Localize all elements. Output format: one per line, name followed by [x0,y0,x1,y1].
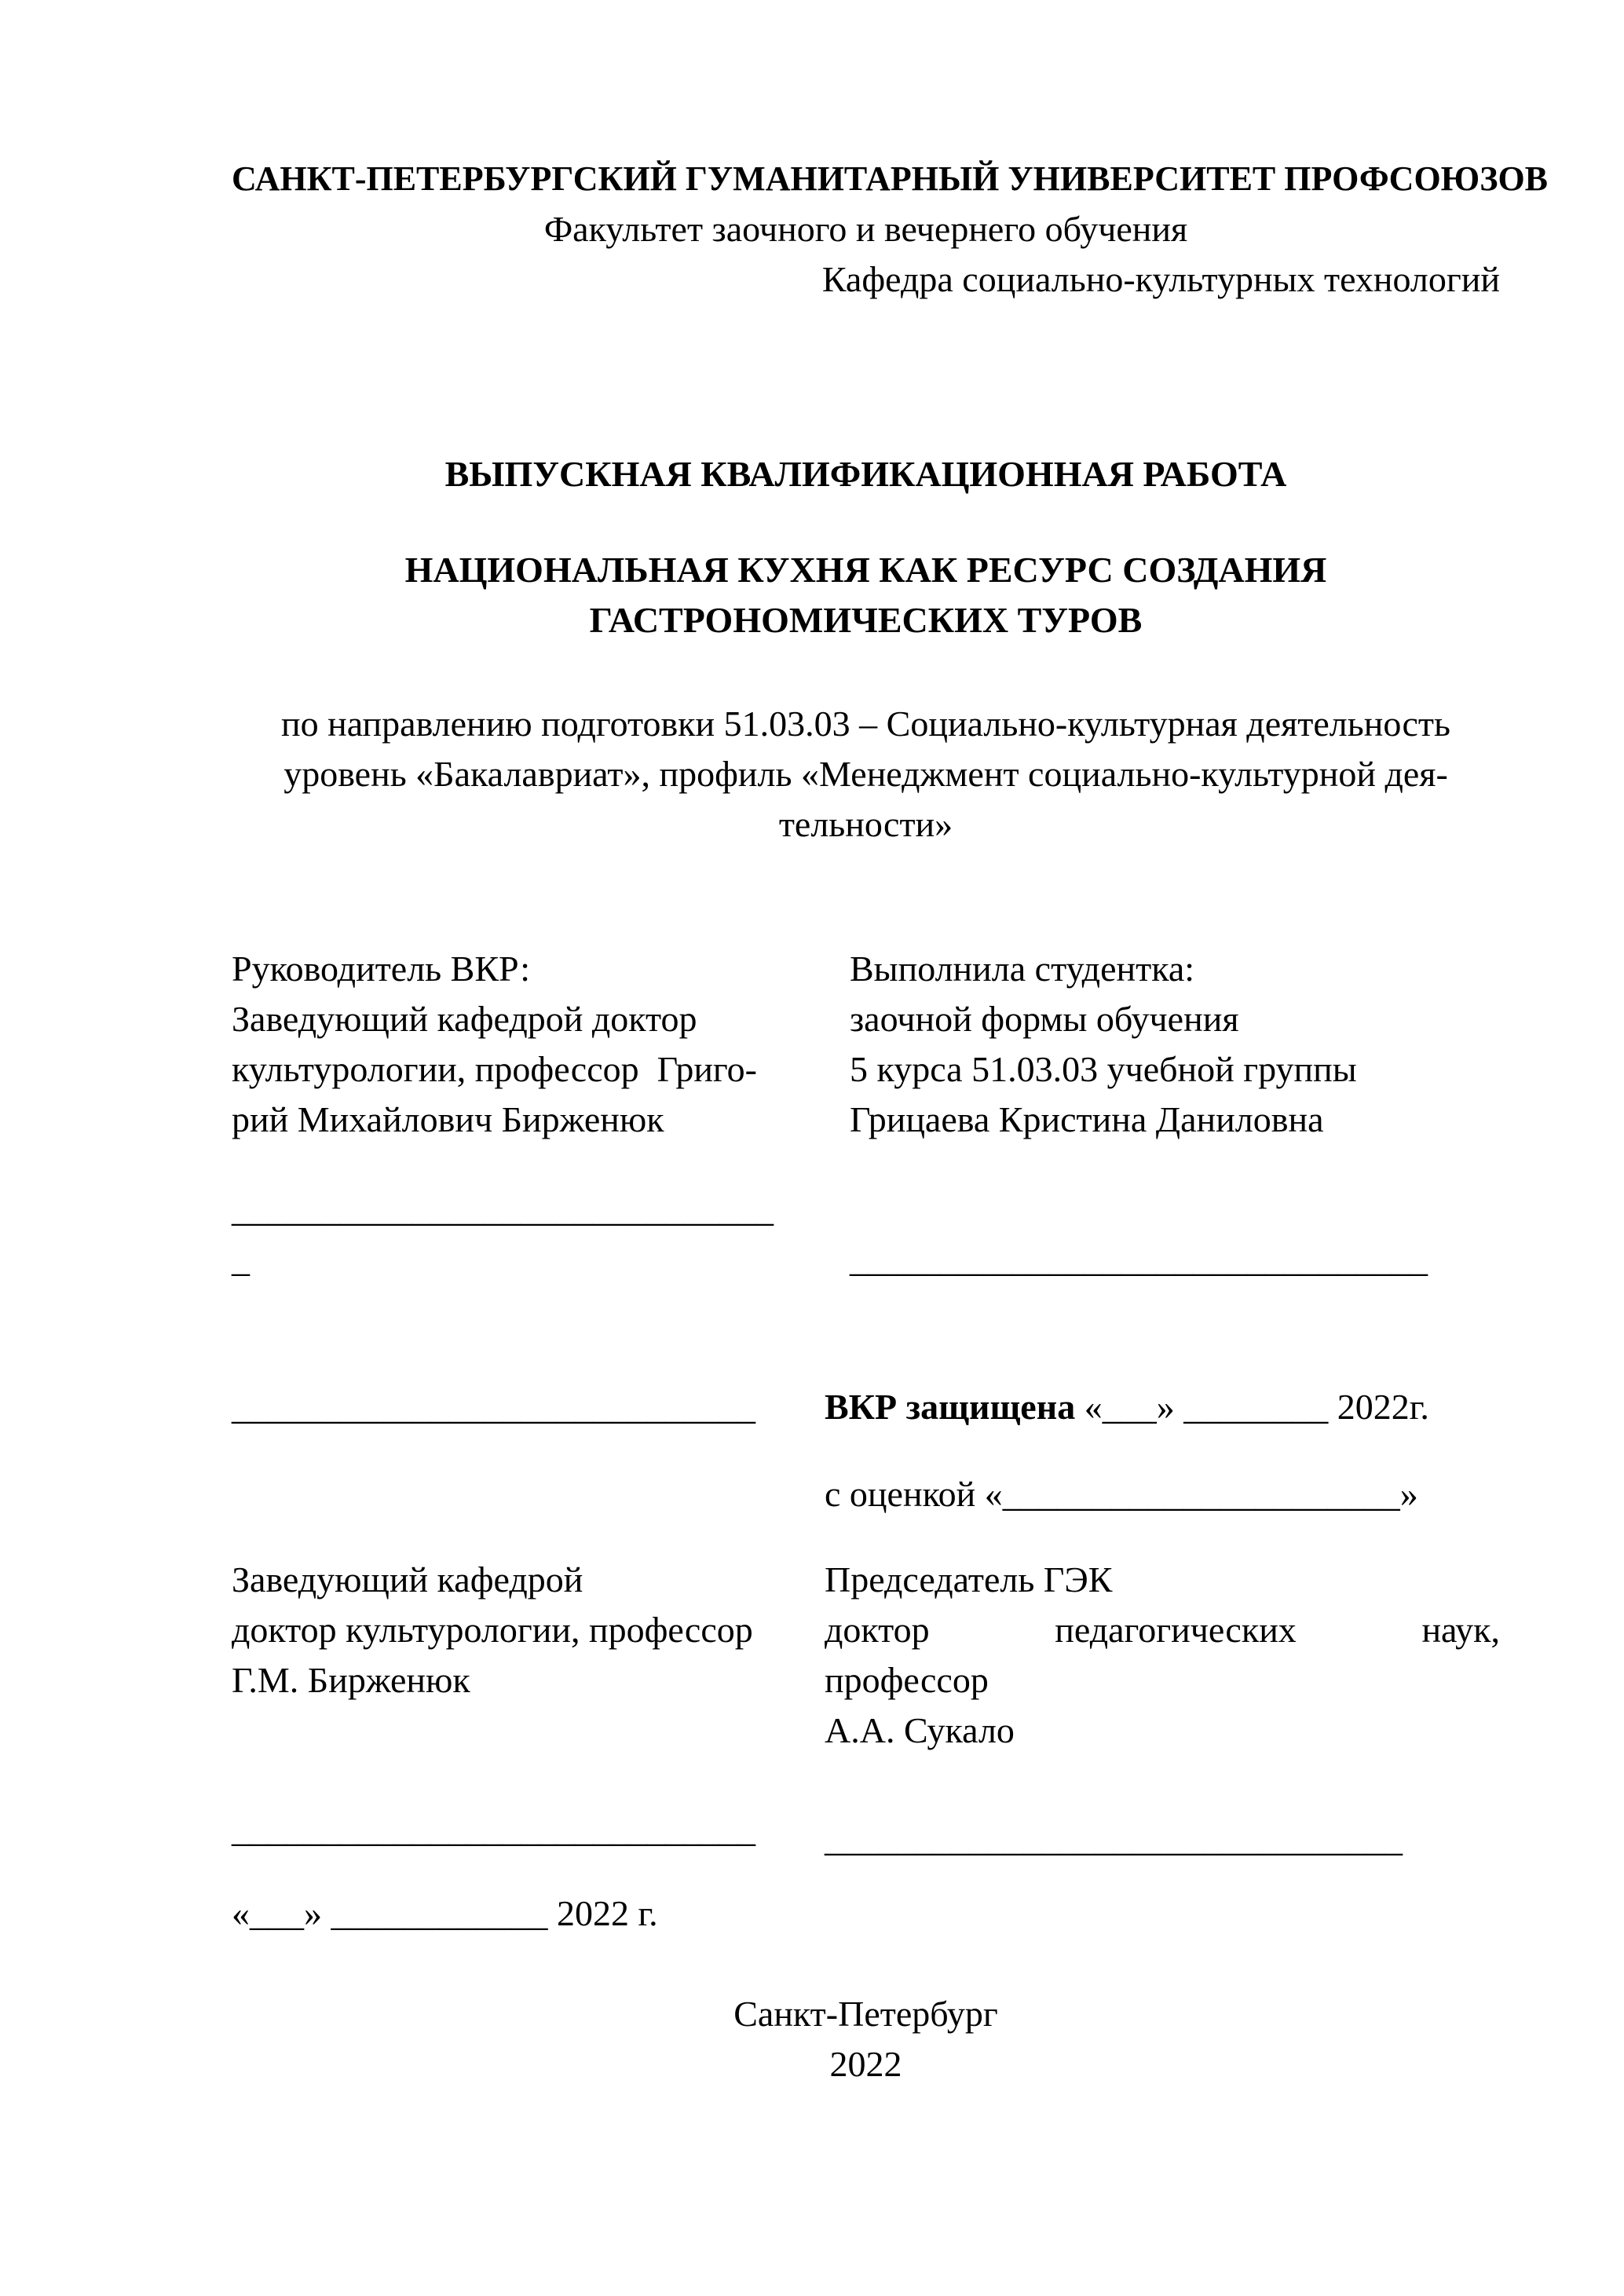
grade-row [232,1469,1500,1519]
advisor-position-line1: Заведующий кафедрой доктор [232,999,697,1039]
student-group: 5 курса 51.03.03 учебной группы [850,1049,1357,1089]
advisor-label: Руководитель ВКР: [232,949,531,989]
chair-signature-line: ________________________________ [825,1819,1403,1859]
chair-rank: профессор [825,1660,989,1700]
program-direction: по направлению подготовки 51.03.03 – Социально-культурная деятельность [280,704,1450,744]
defense-label: ВКР защищена [825,1387,1076,1427]
advisor-position-line2: культурологии, профессор Григо- [232,1049,757,1089]
defense-statement [825,1382,1500,1432]
date-blank-line: «___» ____________ 2022 г. [232,1893,658,1933]
program-level-continued: тельности» [778,804,953,844]
advisor-signature-line-overflow: _ [232,1239,250,1279]
program-level: уровень «Бакалавриат», профиль «Менеджмент социально-культурной дея- [283,754,1448,794]
advisor-signature-row [232,1184,1500,1234]
advisor-block [232,944,850,1145]
head-name: Г.М. Бирженюк [232,1660,470,1700]
chair-title: Председатель ГЭК [825,1559,1113,1600]
grade-line: с оценкой «______________________» [825,1474,1418,1514]
chair-name: А.А. Сукало [825,1710,1015,1750]
bottom-signature-row [232,1804,1500,1859]
defense-date-blanks: «___» ________ 2022г. [1075,1387,1429,1427]
chair-degree: доктор педагогических наук, [825,1610,1500,1650]
footer-city: Санкт-Петербург [733,1994,998,2034]
student-study-form: заочной формы обучения [850,999,1239,1039]
date-row [232,1888,1500,1939]
advisor-student-row [232,944,1500,1145]
head-title: Заведующий кафедрой [232,1559,583,1600]
footer-year: 2022 [829,2044,902,2084]
student-block [850,944,1500,1145]
department-name: Кафедра социально-культурных технологий [821,259,1500,299]
student-label: Выполнила студентка: [850,949,1195,989]
advisor-signature-line: ______________________________ [232,1189,774,1229]
university-name: САНКТ-ПЕТЕРБУРГСКИЙ ГУМАНИТАРНЫЙ УНИВЕРСИТЕТ ПРОФСОЮЗОВ [232,159,1549,198]
faculty-name: Факультет заочного и вечернего обучения [543,209,1188,249]
thesis-title-line1: НАЦИОНАЛЬНАЯ КУХНЯ КАК РЕСУРС СОЗДАНИЯ [404,550,1327,590]
committee-chair-block [825,1555,1500,1756]
advisor-name: рий Михайлович Бирженюк [232,1099,664,1139]
head-degree: доктор культурологии, профессор [232,1610,753,1650]
work-type-heading: ВЫПУСКНАЯ КВАЛИФИКАЦИОННАЯ РАБОТА [444,454,1287,494]
defense-row [232,1382,1500,1432]
approval-row [232,1555,1500,1756]
defense-left-signature-line: _____________________________ [232,1387,755,1427]
department-head-block [232,1555,825,1756]
student-signature-line: ________________________________ [850,1239,1428,1279]
thesis-title-line2: ГАСТРОНОМИЧЕСКИХ ТУРОВ [589,600,1143,640]
student-name: Грицаева Кристина Даниловна [850,1099,1324,1139]
head-signature-line: _____________________________ [232,1809,755,1849]
student-signature-row [232,1234,1500,1285]
